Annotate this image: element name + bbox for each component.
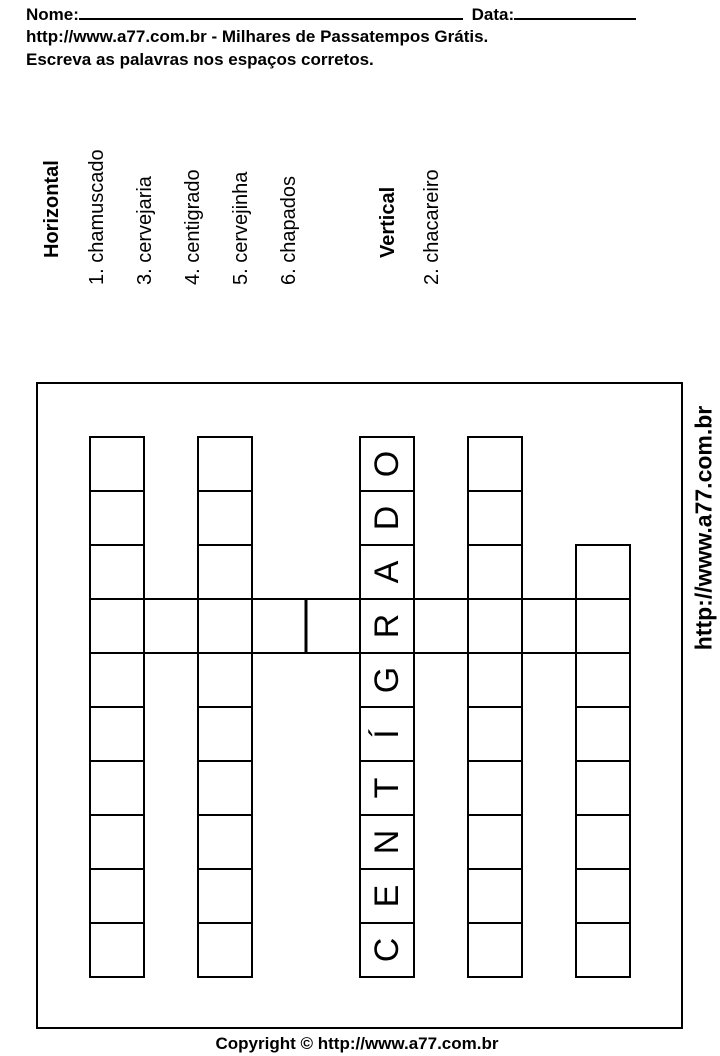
column-horizontal-5-cell[interactable]: [468, 653, 522, 707]
column-horizontal-4-cell[interactable]: [360, 707, 414, 761]
clue-vertical-2: 2. chacareiro: [421, 169, 443, 285]
side-url: http://www.a77.com.br: [690, 405, 717, 651]
column-horizontal-4-cell[interactable]: [360, 815, 414, 869]
column-horizontal-3-cell[interactable]: [198, 707, 252, 761]
column-horizontal-4-cell[interactable]: [360, 437, 414, 491]
revealed-letter: A: [368, 560, 406, 584]
row-vertical-2-cell[interactable]: [306, 599, 360, 653]
column-horizontal-6-cell[interactable]: [576, 545, 630, 599]
clue-horizontal-5: 5. cervejinha: [230, 171, 252, 285]
column-horizontal-1-cell[interactable]: [90, 653, 144, 707]
revealed-letter: T: [368, 777, 406, 799]
column-horizontal-5-cell[interactable]: [468, 491, 522, 545]
column-horizontal-1-cell[interactable]: [90, 869, 144, 923]
instructions: Escreva as palavras nos espaços corretos.: [26, 50, 374, 69]
clue-list: [0, 0, 720, 380]
revealed-letter: Í: [368, 729, 406, 739]
revealed-letter: E: [368, 884, 406, 908]
revealed-letter: R: [368, 613, 406, 639]
clue-horizontal-4: 4. centigrado: [182, 169, 204, 285]
column-horizontal-6-cell[interactable]: [576, 707, 630, 761]
column-horizontal-5-cell[interactable]: [468, 923, 522, 977]
column-horizontal-6-cell[interactable]: [576, 599, 630, 653]
horizontal-heading: Horizontal: [41, 160, 63, 258]
column-horizontal-3-cell[interactable]: [198, 761, 252, 815]
column-horizontal-1-cell[interactable]: [90, 437, 144, 491]
column-horizontal-5-cell[interactable]: [468, 815, 522, 869]
clue-horizontal-1: 1. chamuscado: [86, 149, 108, 285]
column-horizontal-3-cell[interactable]: [198, 437, 252, 491]
column-horizontal-4-cell[interactable]: [360, 869, 414, 923]
column-horizontal-3-cell[interactable]: [198, 815, 252, 869]
column-horizontal-3-cell[interactable]: [198, 653, 252, 707]
revealed-letter: D: [368, 505, 406, 531]
revealed-letter: G: [368, 666, 406, 694]
vertical-heading: Vertical: [377, 186, 399, 258]
column-horizontal-4-cell[interactable]: [360, 491, 414, 545]
column-horizontal-3-cell[interactable]: [198, 599, 252, 653]
column-horizontal-6-cell[interactable]: [576, 869, 630, 923]
column-horizontal-5-cell[interactable]: [468, 545, 522, 599]
column-horizontal-1-cell[interactable]: [90, 761, 144, 815]
column-horizontal-1-cell[interactable]: [90, 923, 144, 977]
column-horizontal-5-cell[interactable]: [468, 707, 522, 761]
column-horizontal-6-cell[interactable]: [576, 923, 630, 977]
row-vertical-2-cell[interactable]: [144, 599, 198, 653]
column-horizontal-5-cell[interactable]: [468, 869, 522, 923]
column-horizontal-4-cell[interactable]: [360, 599, 414, 653]
column-horizontal-4-cell[interactable]: [360, 653, 414, 707]
column-horizontal-5-cell[interactable]: [468, 761, 522, 815]
column-horizontal-3-cell[interactable]: [198, 869, 252, 923]
revealed-letter: O: [368, 450, 406, 478]
column-horizontal-6-cell[interactable]: [576, 761, 630, 815]
column-horizontal-6-cell[interactable]: [576, 653, 630, 707]
row-vertical-2-cell[interactable]: [522, 599, 576, 653]
column-horizontal-1-cell[interactable]: [90, 491, 144, 545]
column-horizontal-4-cell[interactable]: [360, 545, 414, 599]
column-horizontal-4-cell[interactable]: [360, 761, 414, 815]
name-label: Nome:: [26, 5, 79, 24]
column-horizontal-4-cell[interactable]: [360, 923, 414, 977]
clue-horizontal-3: 3. cervejaria: [134, 176, 156, 285]
column-horizontal-3-cell[interactable]: [198, 491, 252, 545]
row-vertical-2-cell[interactable]: [414, 599, 468, 653]
column-horizontal-1-cell[interactable]: [90, 815, 144, 869]
column-horizontal-5-cell[interactable]: [468, 599, 522, 653]
date-label: Data:: [471, 5, 515, 24]
clue-horizontal-6: 6. chapados: [278, 176, 300, 285]
copyright: Copyright © http://www.a77.com.br: [215, 1034, 499, 1053]
revealed-letter: C: [368, 937, 406, 963]
column-horizontal-3-cell[interactable]: [198, 923, 252, 977]
column-horizontal-1-cell[interactable]: [90, 707, 144, 761]
column-horizontal-1-cell[interactable]: [90, 599, 144, 653]
column-horizontal-5-cell[interactable]: [468, 437, 522, 491]
row-vertical-2-cell[interactable]: [252, 599, 306, 653]
revealed-letter: N: [368, 829, 406, 855]
column-horizontal-1-cell[interactable]: [90, 545, 144, 599]
site-line: http://www.a77.com.br - Milhares de Passatempos Grátis.: [26, 27, 489, 46]
column-horizontal-3-cell[interactable]: [198, 545, 252, 599]
column-horizontal-6-cell[interactable]: [576, 815, 630, 869]
